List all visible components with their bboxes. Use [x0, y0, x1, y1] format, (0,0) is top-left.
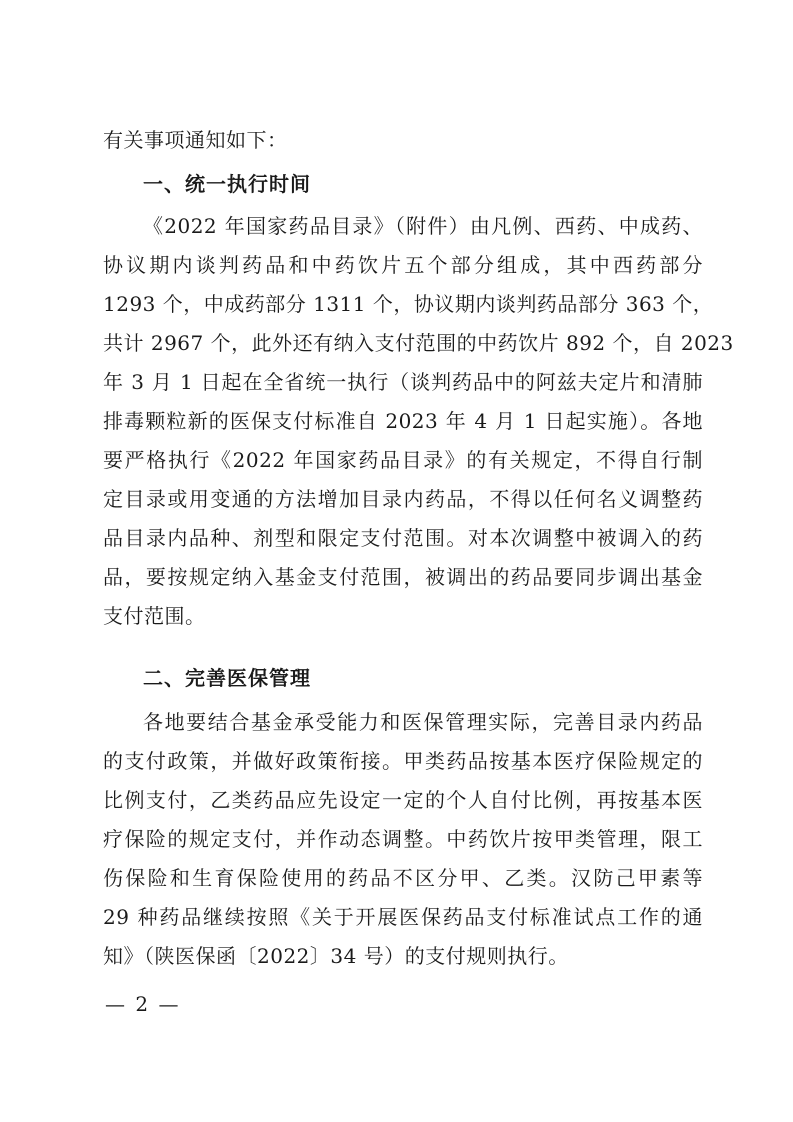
paragraph-line: 协议期内谈判药品和中药饮片五个部分组成，其中西药部分 [103, 253, 703, 277]
paragraph-line: 29 种药品继续按照《关于开展医保药品支付标准试点工作的通 [103, 905, 703, 929]
paragraph-line: 定目录或用变通的方法增加目录内药品，不得以任何名义调整药 [103, 487, 703, 511]
paragraph-line: 品目录内品种、剂型和限定支付范围。对本次调整中被调入的药 [103, 526, 703, 550]
paragraph-line: 1293 个，中成药部分 1311 个，协议期内谈判药品部分 363 个， [103, 292, 714, 316]
paragraph-line: 比例支付，乙类药品应先设定一定的个人自付比例，再按基本医 [103, 788, 703, 812]
paragraph-line: 伤保险和生育保险使用的药品不区分甲、乙类。汉防己甲素等 [103, 866, 703, 890]
paragraph-line: 共计 2967 个，此外还有纳入支付范围的中药饮片 892 个，自 2023 [103, 331, 734, 355]
intro-line: 有关事项通知如下： [103, 128, 288, 152]
section-heading-1: 一、统一执行时间 [143, 172, 311, 196]
paragraph-line: 年 3 月 1 日起在全省统一执行（谈判药品中的阿兹夫定片和清肺 [103, 370, 703, 394]
paragraph-line: 《2022 年国家药品目录》（附件）由凡例、西药、中成药、 [143, 214, 703, 238]
paragraph-line: 要严格执行《2022 年国家药品目录》的有关规定，不得自行制 [103, 448, 703, 472]
paragraph-line: 知》（陕医保函〔2022〕34 号）的支付规则执行。 [103, 944, 569, 968]
paragraph-line: 各地要结合基金承受能力和医保管理实际，完善目录内药品 [143, 710, 703, 734]
paragraph-line: 排毒颗粒新的医保支付标准自 2023 年 4 月 1 日起实施）。各地 [103, 409, 703, 433]
paragraph-line: 品，要按规定纳入基金支付范围，被调出的药品要同步调出基金 [103, 565, 703, 589]
paragraph-line: 支付范围。 [103, 604, 206, 628]
paragraph-line: 的支付政策，并做好政策衔接。甲类药品按基本医疗保险规定的 [103, 749, 703, 773]
section-heading-2: 二、完善医保管理 [143, 666, 311, 690]
page-number: — 2 — [105, 992, 181, 1016]
paragraph-line: 疗保险的规定支付，并作动态调整。中药饮片按甲类管理，限工 [103, 827, 703, 851]
